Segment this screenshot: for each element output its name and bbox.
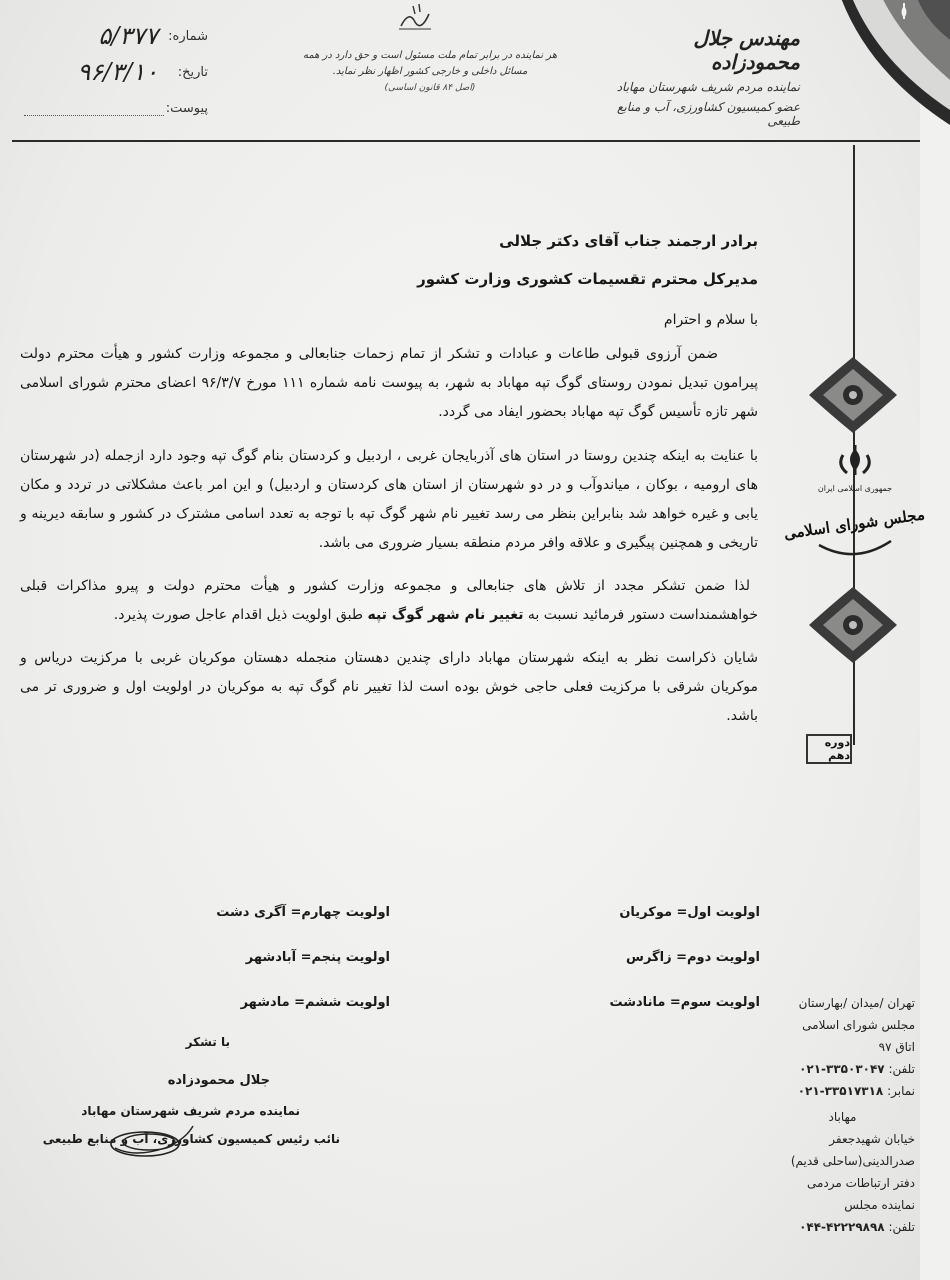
attachment-blank [24, 100, 164, 116]
attachment-row [18, 90, 208, 126]
signer-name: جلال محمودزاده [167, 1073, 270, 1088]
mahabad-office-2: نماینده مجلس [844, 1198, 915, 1212]
majlis-emblem-icon [782, 445, 926, 585]
flag-ribbon-decoration [800, 0, 950, 150]
date-value: ۹۶/۳/۱۰ [77, 58, 158, 86]
mp-committee: عضو کمیسیون کشاورزی، آب و منابع طبیعی [616, 100, 800, 128]
tehran-phone [770, 1058, 915, 1080]
mahabad-phone-value: ۰۴۴-۴۲۲۲۹۸۹۸ [799, 1220, 885, 1234]
term-badge-label: دوره دهم [824, 736, 850, 762]
tehran-fax-label: نمابر: [887, 1084, 915, 1098]
priority-list [150, 895, 760, 1025]
attachment-label: پیوست: [165, 100, 208, 116]
calligraphy-emblem-icon [395, 2, 435, 32]
header-motto [300, 0, 560, 120]
tehran-fax-value: ۰۲۱-۳۳۵۱۷۳۱۸ [797, 1084, 884, 1098]
paragraph-3 [20, 572, 758, 630]
paragraph-3-part-b: طبق اولویت ذیل اقدام عاجل صورت پذیرد. [113, 607, 368, 623]
mahabad-street-1: خیابان شهیدجعفر [829, 1132, 915, 1146]
signer-role-2: نائب رئیس کمیسیون کشاورزی، آب و منابع طبیعی [42, 1132, 340, 1146]
room-number: اتاق ۹۷ [878, 1040, 915, 1054]
priority-1: اولویت اول= موکریان [619, 905, 760, 920]
number-label: شماره: [168, 28, 208, 44]
mp-title: نماینده مردم شریف شهرستان مهاباد [616, 80, 800, 94]
date-row [18, 54, 208, 90]
date-label: تاریخ: [177, 64, 208, 80]
paragraph-1: ضمن آرزوی قبولی طاعات و عبادات و تشکر از تمام زحمات جنابعالی و مجموعه وزارت کشور و هیأت محترم دولت پیرامون تبدیل نمودن روستای گوگ تپه مهاباد به شهر، به پیوست نامه شماره ۱۱۱ مورخ ۹۶/۳/۷ اعضای محترم شورای اسلامی شهر تازه تأسیس گوگ تپه مهاباد بحضور ایفاد می گردد. [20, 346, 759, 420]
priority-4: اولویت چهارم= آگری دشت [216, 905, 390, 920]
priority-3: اولویت سوم= مانادشت [609, 995, 760, 1010]
mp-name: مهندس جلال محمودزاده [693, 26, 800, 74]
signer-role-1: نماینده مردم شریف شهرستان مهاباد [81, 1104, 300, 1118]
contact-sidebar [770, 992, 915, 1238]
term-badge [806, 734, 852, 764]
priority-6: اولویت ششم= مادشهر [240, 995, 390, 1010]
majlis-name: مجلس شورای اسلامی [802, 1018, 915, 1032]
paragraph-3-emphasis: تغییر نام شهر گوگ تپه [367, 607, 524, 623]
mahabad-phone-label: تلفن: [888, 1220, 915, 1234]
mahabad-street-2: صدرالدینی(ساحلی قدیم) [790, 1154, 915, 1168]
addressee-line-2: مدیرکل محترم تقسیمات کشوری وزارت کشور [417, 270, 758, 288]
greeting: با سلام و احترام [663, 312, 758, 328]
closing-thanks: با تشکر [185, 1035, 230, 1049]
number-row [18, 18, 208, 54]
motto-reference: (اصل ۸۴ قانون اساسی) [384, 83, 476, 93]
motto-line-2: مسائل داخلی و خارجی کشور اظهار نظر نماید. [332, 66, 528, 77]
tehran-fax [770, 1080, 915, 1102]
motto-line-1: هر نماینده در برابر تمام ملت مسئول است و حق دارد در همه [302, 50, 558, 61]
tehran-phone-value: ۰۲۱-۳۳۵۰۳۰۴۷ [799, 1062, 885, 1076]
paragraph-3-part-a: لذا ضمن تشکر مجدد از تلاش های جنابعالی و مجموعه وزارت کشور و هیأت محترم دولت و پیرو مذاکرات قبلی خواهشمنداست دستور فرمائید نسبت به [20, 578, 758, 623]
priority-2: اولویت دوم= زاگرس [626, 950, 760, 965]
tehran-address: تهران /میدان /بهارستان [798, 996, 915, 1010]
mahabad-phone [770, 1216, 915, 1238]
mahabad-office-1: دفتر ارتباطات مردمی [806, 1176, 915, 1190]
logo-top-text: جمهوری اسلامی ایران [817, 484, 893, 493]
priority-column-right [609, 895, 760, 1030]
number-value: ۵/۳۷۷ [98, 22, 158, 50]
priority-5: اولویت پنجم= آبادشهر [245, 950, 390, 965]
majlis-logo [782, 445, 926, 585]
header-divider [12, 140, 920, 142]
letter-meta [18, 18, 208, 128]
mahabad-city: مهاباد [828, 1110, 857, 1124]
paragraph-4: شایان ذکراست نظر به اینکه شهرستان مهاباد دارای چندین دهستان منجمله دهستان موکریان غربی با مرکزیت دریاس و موکریان شرقی با مرکزیت فعلی حاجی خوش بوده است لذا تغییر نام گوگ تپه به موکریان در اولویت اول و ضروری تر می باشد. [20, 650, 758, 724]
ornament-bottom-icon [805, 585, 901, 665]
handwritten-signature-icon [105, 1118, 195, 1168]
mp-letterhead [600, 26, 800, 128]
tehran-phone-label: تلفن: [888, 1062, 915, 1076]
priority-column-left [190, 895, 390, 1030]
paragraph-2: با عنایت به اینکه چندین روستا در استان های آذربایجان غربی ، اردبیل و کردستان بنام گوگ تپه وجود دارد ازجمله (در شهرستان های ارومیه ، بوکان ، میاندوآب و در دو شهرستان از استان های کردستان و اردبیل) و این امر باعث مشکلاتی در تردد و مکان یابی و غیره خواهد شد بنابراین بنظر می رسد تغییر نام شهر گوگ تپه با توجه به تعدد اسامی مشترک در کشور و سابقه دیرینه و تاریخی و همچنین پیگیری و علاقه وافر مردم منطقه بسیار ضروری می باشد. [20, 448, 758, 551]
ornament-top-icon [805, 355, 901, 435]
addressee-line-1: برادر ارجمند جناب آقای دکتر جلالی [499, 232, 758, 250]
letter-body [20, 222, 758, 731]
logo-main-text: مجلس شورای اسلامی [782, 505, 926, 543]
